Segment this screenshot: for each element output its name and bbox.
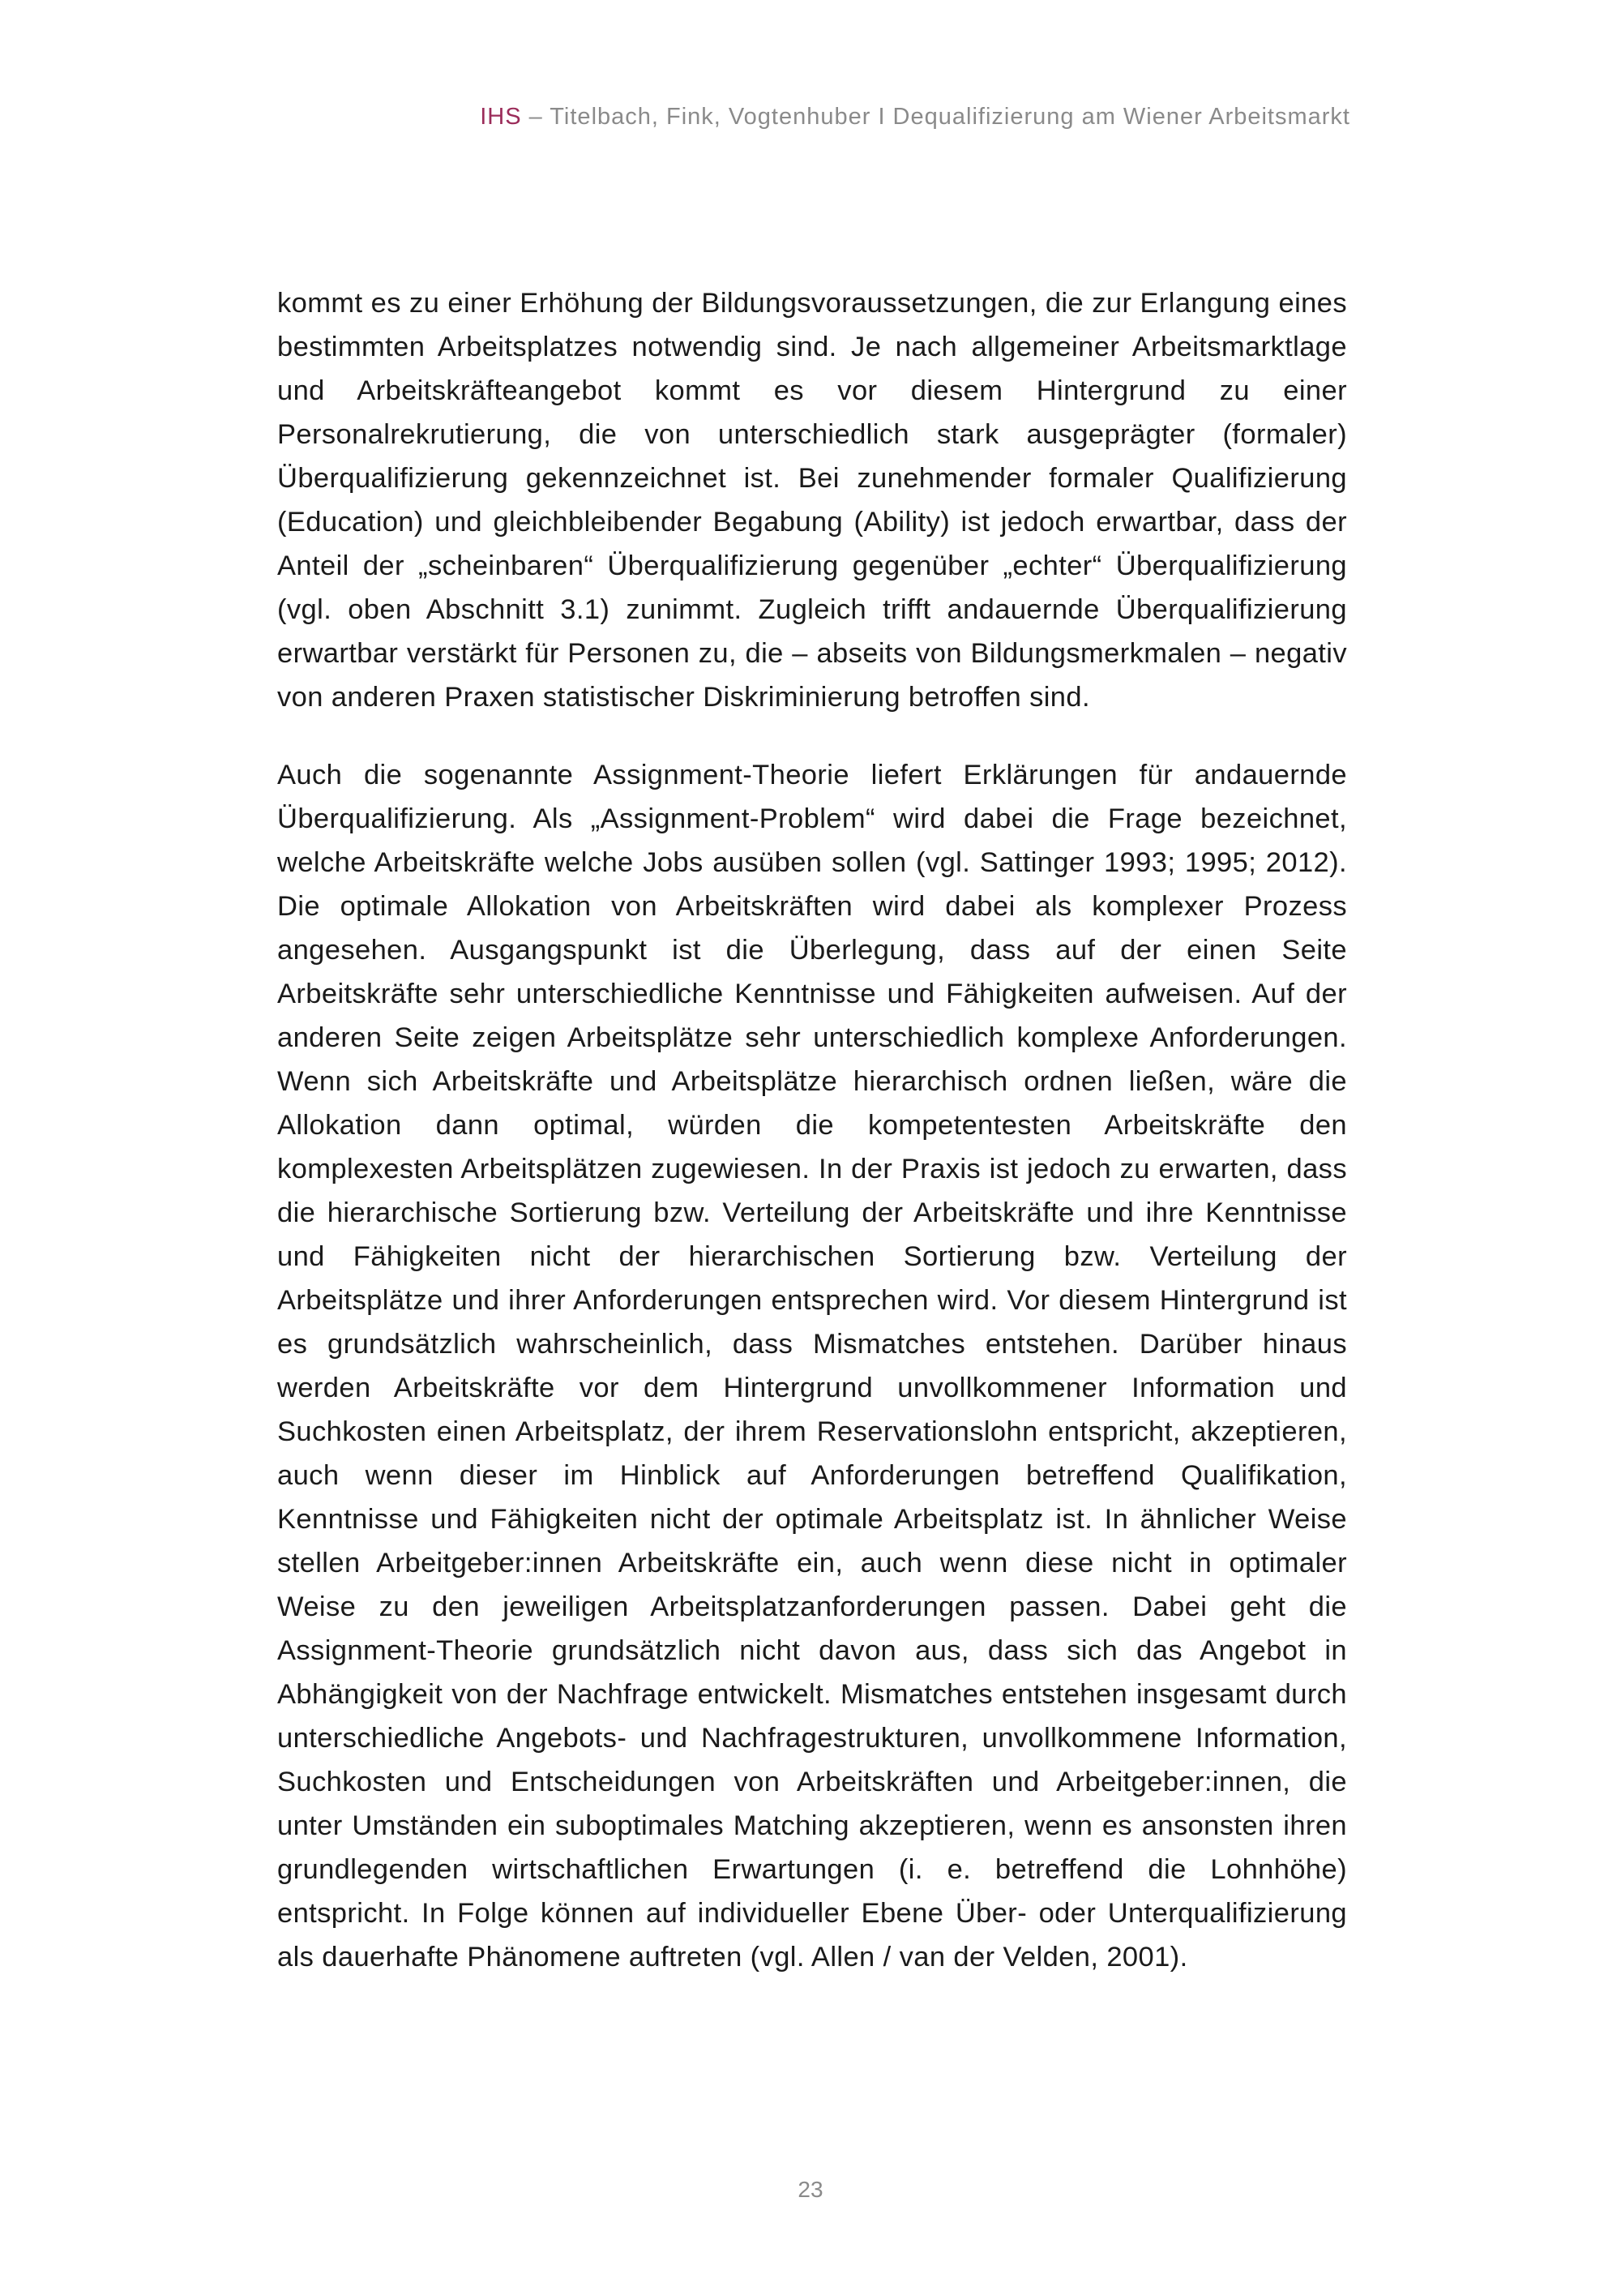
paragraph-2: Auch die sogenannte Assignment-Theorie liefert Erklärungen für andauernde Überqualifizierung. Als „Assignment-Problem“ wird dabei die Frage bezeichnet, welche Arbeitskräfte welche Jobs ausüben sollen (vgl. Sattinger 1993; 1995; 2012). Die optimale Allokation von Arbeitskräften wird dabei als komplexer Prozess angesehen. Ausgangspunkt ist die Überlegung, dass auf der einen Seite Arbeitskräfte sehr unterschiedliche Kenntnisse und Fähigkeiten aufweisen. Auf der anderen Seite zeigen Arbeitsplätze sehr unterschiedlich komplexe Anforderungen. Wenn sich Arbeitskräfte und Arbeitsplätze hierarchisch ordnen ließen, wäre die Allokation dann optimal, würden die kompetentesten Arbeitskräfte den komplexesten Arbeitsplätzen zugewiesen. In der Praxis ist jedoch zu erwarten, dass die hierarchische Sortierung bzw. Verteilung der Arbeitskräfte und ihre Kenntnisse und Fähigkeiten nicht der hierarchischen Sortierung bzw. Verteilung der Arbeitsplätze und ihrer Anforderungen entsprechen wird. Vor diesem Hintergrund ist es grundsätzlich wahrscheinlich, dass Mismatches entstehen. Darüber hinaus werden Arbeitskräfte vor dem Hintergrund unvollkommener Information und Suchkosten einen Arbeitsplatz, der ihrem Reservationslohn entspricht, akzeptieren, auch wenn dieser im Hinblick auf Anforderungen betreffend Qualifikation, Kenntnisse und Fähigkeiten nicht der optimale Arbeitsplatz ist. In ähnlicher Weise stellen Arbeitgeber:innen Arbeitskräfte ein, auch wenn diese nicht in optimaler Weise zu den jeweiligen Arbeitsplatzanforderungen passen. Dabei geht die Assignment-Theorie grundsätzlich nicht davon aus, dass sich das Angebot in Abhängigkeit von der Nachfrage entwickelt. Mismatches entstehen insgesamt durch unterschiedliche Angebots- und Nachfragestrukturen, unvollkommene Information, Suchkosten und Entscheidungen von Arbeitskräften und Arbeitgeber:innen, die unter Umständen ein suboptimales Matching akzeptieren, wenn es ansonsten ihren grundlegenden wirtschaftlichen Erwartungen (i. e. betreffend die Lohnhöhe) entspricht. In Folge können auf individueller Ebene Über- oder Unterqualifizierung als dauerhafte Phänomene auftreten (vgl. Allen / van der Velden, 2001). <box>277 760 1347 1973</box>
header-org: IHS <box>480 104 522 130</box>
header-text: – Titelbach, Fink, Vogtenhuber I Dequalifizierung am Wiener Arbeitsmarkt <box>521 104 1350 130</box>
paragraph-1: kommt es zu einer Erhöhung der Bildungsvoraussetzungen, die zur Erlangung eines bestimmten Arbeitsplatzes notwendig sind. Je nach allgemeiner Arbeitsmarktlage und Arbeitskräfteangebot kommt es vor diesem Hintergrund zu einer Personalrekrutierung, die von unterschiedlich stark ausgeprägter (formaler) Überqualifizierung gekennzeichnet ist. Bei zunehmender formaler Qualifizierung (Education) und gleichbleibender Begabung (Ability) ist jedoch erwartbar, dass der Anteil der „scheinbaren“ Überqualifizierung gegenüber „echter“ Überqualifizierung (vgl. oben Abschnitt 3.1) zunimmt. Zugleich trifft andauernde Überqualifizierung erwartbar verstärkt für Personen zu, die – abseits von Bildungsmerkmalen – negativ von anderen Praxen statistischer Diskriminierung betroffen sind. <box>277 288 1347 713</box>
body-text <box>277 281 1347 2013</box>
page-number: 23 <box>798 2177 823 2202</box>
running-header <box>480 104 1350 131</box>
